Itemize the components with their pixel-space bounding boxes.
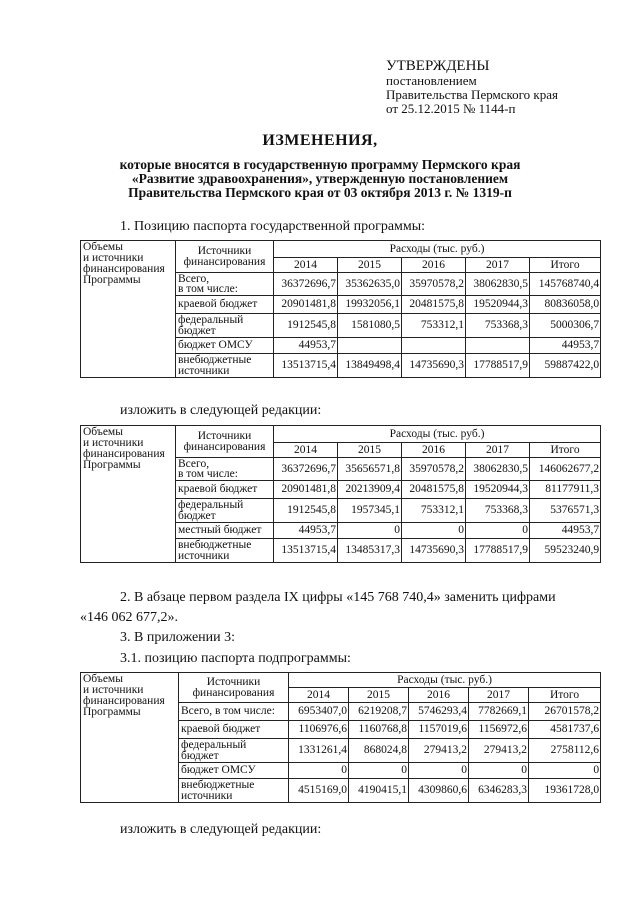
year-header: 2014 (274, 258, 338, 273)
value-cell: 868024,8 (349, 739, 409, 763)
value-cell: 753368,3 (466, 499, 530, 523)
value-cell: 35362635,0 (338, 273, 402, 296)
value-cell: 1331261,4 (289, 739, 349, 763)
value-cell: 17788517,9 (466, 354, 530, 378)
year-header: Итого (530, 258, 601, 273)
value-cell: 1581080,5 (338, 314, 402, 338)
source-cell: федеральный бюджет (179, 739, 289, 763)
value-cell: 20901481,8 (274, 296, 338, 314)
value-cell: 38062830,5 (466, 273, 530, 296)
value-cell: 4581737,6 (529, 721, 601, 739)
value-cell: 1160768,8 (349, 721, 409, 739)
value-cell: 0 (466, 523, 530, 539)
value-cell: 81177911,3 (530, 481, 601, 499)
value-cell (338, 338, 402, 354)
sources-header: Источники финансирования (176, 426, 274, 458)
expenses-header: Расходы (тыс. руб.) (274, 426, 601, 443)
source-cell: федеральный бюджет (176, 314, 274, 338)
paragraph-3: 2. В абзаце первом раздела IX цифры «145 768 740,4» заменить цифрами (120, 590, 556, 605)
source-cell: бюджет ОМСУ (179, 763, 289, 779)
value-cell: 146062677,2 (530, 458, 601, 481)
paragraph-4: 3. В приложении 3: (120, 630, 236, 645)
year-header: 2015 (338, 443, 402, 458)
paragraph-1: 1. Позицию паспорта государственной программы: (120, 219, 426, 234)
value-cell: 753312,1 (402, 499, 466, 523)
value-cell: 6953407,0 (289, 703, 349, 721)
subprogram-financing-table (80, 672, 601, 803)
value-cell: 0 (349, 763, 409, 779)
value-cell: 19361728,0 (529, 779, 601, 803)
sources-header: Источники финансирования (176, 241, 274, 273)
value-cell: 13485317,3 (338, 539, 402, 563)
value-cell: 2758112,6 (529, 739, 601, 763)
value-cell: 59887422,0 (530, 354, 601, 378)
source-cell: краевой бюджет (179, 721, 289, 739)
value-cell: 38062830,5 (466, 458, 530, 481)
value-cell: 35970578,2 (402, 458, 466, 481)
source-cell: краевой бюджет (176, 296, 274, 314)
year-header: 2015 (338, 258, 402, 273)
value-cell: 20481575,8 (402, 296, 466, 314)
value-cell: 14735690,3 (402, 539, 466, 563)
value-cell: 1912545,8 (274, 314, 338, 338)
objectives-cell: Объемы и источники финансирования Программы (81, 241, 176, 378)
expenses-header: Расходы (тыс. руб.) (289, 673, 601, 688)
year-header: 2016 (402, 258, 466, 273)
year-header: 2014 (274, 443, 338, 458)
subtitle-line: которые вносятся в государственную программу Пермского края (119, 157, 521, 172)
value-cell: 1156972,6 (469, 721, 529, 739)
source-cell: федеральный бюджет (176, 499, 274, 523)
objectives-cell: Объемы и источники финансирования Программы (81, 673, 179, 803)
approval-title: УТВЕРЖДЕНЫ (386, 58, 490, 74)
value-cell: 26701578,2 (529, 703, 601, 721)
value-cell: 0 (469, 763, 529, 779)
source-cell: Всего, в том числе: (179, 703, 289, 721)
value-cell: 35970578,2 (402, 273, 466, 296)
value-cell: 44953,7 (274, 523, 338, 539)
value-cell: 36372696,7 (274, 273, 338, 296)
value-cell: 0 (409, 763, 469, 779)
value-cell: 44953,7 (530, 338, 601, 354)
value-cell: 59523240,9 (530, 539, 601, 563)
value-cell: 5746293,4 (409, 703, 469, 721)
value-cell: 44953,7 (530, 523, 601, 539)
source-cell: Всего, в том числе: (176, 458, 274, 481)
value-cell: 1106976,6 (289, 721, 349, 739)
value-cell: 36372696,7 (274, 458, 338, 481)
value-cell: 7782669,1 (469, 703, 529, 721)
year-header: 2015 (349, 688, 409, 703)
value-cell: 4309860,6 (409, 779, 469, 803)
source-cell: местный бюджет (176, 523, 274, 539)
source-cell: внебюджетные источники (179, 779, 289, 803)
subtitle-line: Правительства Пермского края от 03 октября 2013 г. № 1319-п (128, 185, 512, 200)
value-cell: 279413,2 (469, 739, 529, 763)
expenses-header: Расходы (тыс. руб.) (274, 241, 601, 258)
value-cell: 0 (338, 523, 402, 539)
value-cell: 1912545,8 (274, 499, 338, 523)
year-header: 2017 (466, 443, 530, 458)
financing-table-original (80, 240, 601, 378)
value-cell: 145768740,4 (530, 273, 601, 296)
value-cell: 753368,3 (466, 314, 530, 338)
value-cell (402, 338, 466, 354)
value-cell: 14735690,3 (402, 354, 466, 378)
value-cell: 5000306,7 (530, 314, 601, 338)
sources-header: Источники финансирования (179, 673, 289, 703)
source-cell: Всего, в том числе: (176, 273, 274, 296)
year-header: 2016 (402, 443, 466, 458)
value-cell: 20481575,8 (402, 481, 466, 499)
value-cell: 17788517,9 (466, 539, 530, 563)
value-cell: 6346283,3 (469, 779, 529, 803)
approval-line: Правительства Пермского края (386, 87, 558, 102)
year-header: 2017 (466, 258, 530, 273)
source-cell: внебюджетные источники (176, 354, 274, 378)
approval-stamp (386, 58, 626, 116)
year-header: 2016 (409, 688, 469, 703)
value-cell: 35656571,8 (338, 458, 402, 481)
source-cell: внебюджетные источники (176, 539, 274, 563)
value-cell: 19520944,3 (466, 481, 530, 499)
source-cell: бюджет ОМСУ (176, 338, 274, 354)
subtitle-line: «Развитие здравоохранения», утвержденную постановлением (131, 171, 509, 186)
value-cell: 20213909,4 (338, 481, 402, 499)
approval-line: постановлением (386, 73, 477, 88)
value-cell: 4190415,1 (349, 779, 409, 803)
value-cell: 13849498,4 (338, 354, 402, 378)
value-cell: 0 (289, 763, 349, 779)
value-cell: 4515169,0 (289, 779, 349, 803)
value-cell: 80836058,0 (530, 296, 601, 314)
document-title: ИЗМЕНЕНИЯ, (262, 132, 378, 149)
value-cell: 13513715,4 (274, 354, 338, 378)
value-cell: 19520944,3 (466, 296, 530, 314)
value-cell: 279413,2 (409, 739, 469, 763)
paragraph-3-continued: «146 062 677,2». (80, 610, 178, 625)
year-header: Итого (529, 688, 601, 703)
source-cell: краевой бюджет (176, 481, 274, 499)
value-cell: 20901481,8 (274, 481, 338, 499)
paragraph-6: изложить в следующей редакции: (120, 822, 322, 837)
value-cell: 1957345,1 (338, 499, 402, 523)
value-cell: 753312,1 (402, 314, 466, 338)
financing-table-new (80, 425, 601, 563)
value-cell: 1157019,6 (409, 721, 469, 739)
value-cell: 19932056,1 (338, 296, 402, 314)
year-header: Итого (530, 443, 601, 458)
year-header: 2014 (289, 688, 349, 703)
paragraph-5: 3.1. позицию паспорта подпрограммы: (120, 651, 351, 666)
value-cell: 44953,7 (274, 338, 338, 354)
paragraph-2: изложить в следующей редакции: (120, 403, 322, 418)
value-cell: 0 (402, 523, 466, 539)
value-cell: 0 (529, 763, 601, 779)
objectives-cell: Объемы и источники финансирования Программы (81, 426, 176, 563)
value-cell: 13513715,4 (274, 539, 338, 563)
value-cell: 5376571,3 (530, 499, 601, 523)
document-subtitle (0, 158, 640, 200)
approval-line: от 25.12.2015 № 1144-п (386, 101, 516, 116)
value-cell: 6219208,7 (349, 703, 409, 721)
value-cell (466, 338, 530, 354)
year-header: 2017 (469, 688, 529, 703)
